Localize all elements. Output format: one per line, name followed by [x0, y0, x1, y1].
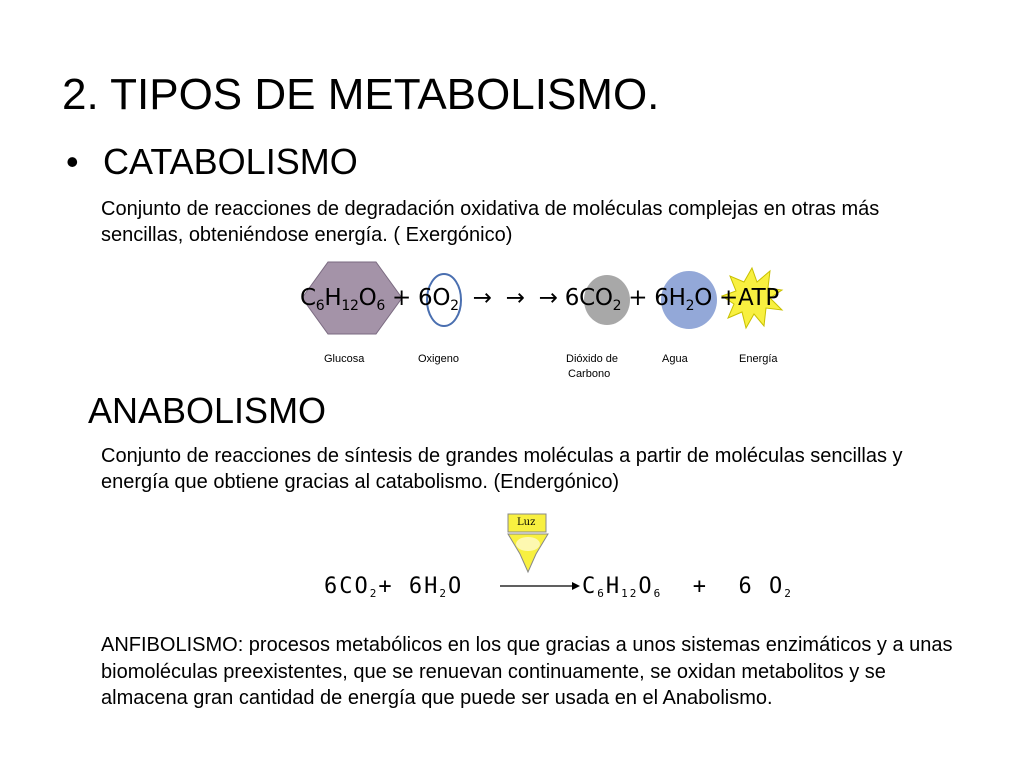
page-title: 2. TIPOS DE METABOLISMO.	[62, 70, 660, 119]
anabolism-products: $C_6H_{12}O_6 + 6$ $O_2$	[582, 574, 793, 600]
anabolism-equation	[310, 508, 830, 613]
anfibolism-description: ANFIBOLISMO: procesos metabólicos en los que gracias a unos sistemas enzimáticos y a unas biomoléculas preexistentes, que se renuevan continuamente, se oxidan metabolitos y se almacena gran cantidad de energía que puede ser usada en el Anabolismo.	[101, 634, 953, 709]
reaction-arrow-head	[572, 582, 580, 590]
label-energy: Energía	[739, 353, 778, 365]
catabolism-description: Conjunto de reacciones de degradación oxidativa de moléculas complejas en otras más sencillas, obteniéndose energía. ( Exergónico)	[101, 198, 880, 246]
bullet: •	[66, 141, 79, 182]
label-oxygen: Oxigeno	[418, 353, 459, 365]
catabolism-equation	[290, 258, 790, 388]
anabolism-reactants: $6CO_2+ 6H_2O$	[324, 574, 464, 600]
catabolism-formula: $C_6H_{12}O_6 + 6O_2$ → → → $6CO_2 + 6H_2O +ATP$	[300, 285, 779, 314]
label-co2-line2: Carbono	[568, 368, 611, 380]
label-co2-line1: Dióxido de	[566, 353, 618, 365]
catabolism-heading: CATABOLISMO	[103, 141, 358, 182]
catabolism-equation-graphics	[290, 258, 790, 388]
light-cone-highlight	[516, 537, 540, 551]
label-glucose: Glucosa	[324, 353, 365, 365]
anabolism-heading: ANABOLISMO	[88, 390, 327, 431]
light-label: Luz	[517, 517, 536, 528]
label-water: Agua	[662, 353, 688, 365]
anabolism-description: Conjunto de reacciones de síntesis de grandes moléculas a partir de moléculas sencillas y energía que obtiene gracias al catabolismo. (Endergónico)	[101, 445, 903, 493]
